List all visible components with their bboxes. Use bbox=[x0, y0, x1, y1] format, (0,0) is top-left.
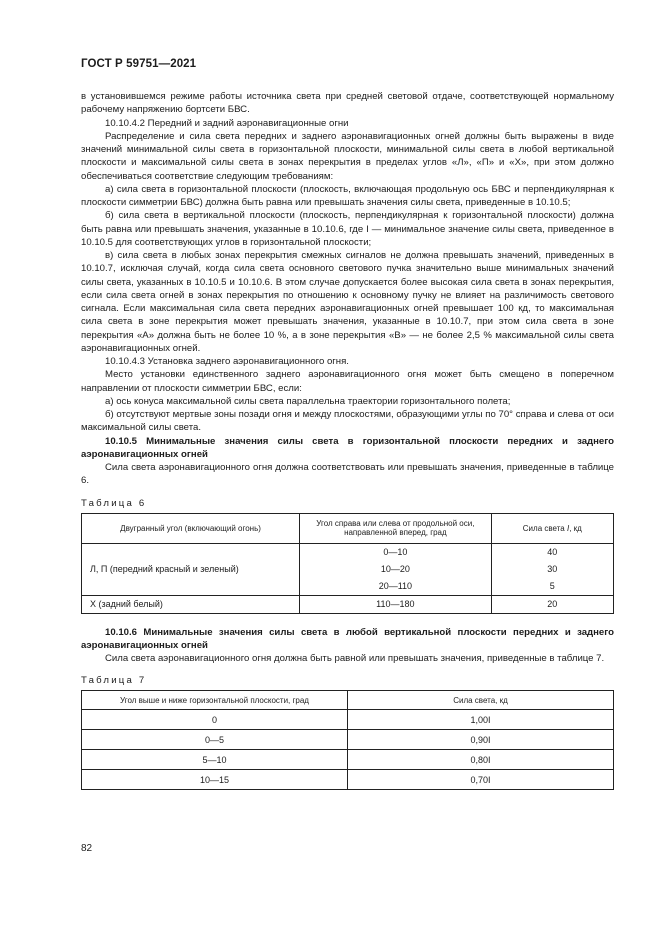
table-cell: 0—5 bbox=[82, 730, 348, 750]
paragraph: Сила света аэронавигационного огня должна быть равной или превышать значения, приведенные в таблице 7. bbox=[105, 653, 605, 664]
table-header-row bbox=[82, 513, 614, 543]
section-heading: 10.10.4.2 Передний и задний аэронавигационные огни bbox=[105, 117, 349, 129]
table-cell: 0—10 bbox=[300, 543, 492, 561]
table-row bbox=[82, 595, 614, 613]
table-row bbox=[82, 730, 614, 750]
table-cell: 20 bbox=[491, 595, 613, 613]
table-row bbox=[82, 543, 614, 561]
table-cell: 20—110 bbox=[300, 578, 492, 596]
table-header-cell: Сила света I, кд bbox=[491, 513, 613, 543]
section-heading: 10.10.4.3 Установка заднего аэронавигационного огня. bbox=[105, 356, 349, 367]
paragraph: Распределение и сила света передних и заднего аэронавигационных огней должны быть выражены в виде значений минимальной силы света в горизонтальной плоскости, минимальной силы света в любой вертикальной плоскости и максимальной силы света в зонах перекрытия в пределах углов «Л», «П» и «Х», при этом должно обеспечиваться соответствие следующим требованиям: bbox=[81, 130, 614, 182]
list-item: б) отсутствуют мертвые зоны позади огня и между плоскостями, образующими углы по 70° справа и слева от оси максимальной силы света. bbox=[81, 409, 614, 434]
table-header-cell: Угол выше и ниже горизонтальной плоскости, град bbox=[82, 691, 348, 710]
paragraph: в установившемся режиме работы источника света при средней световой отдаче, соответствующей нормальному рабочему напряжению бортсети БВС. bbox=[81, 91, 614, 116]
paragraph: Сила света аэронавигационного огня должна соответствовать или превышать значения, приведенные в таблице 6. bbox=[81, 462, 614, 487]
table-cell: 5—10 bbox=[82, 750, 348, 770]
table-cell: 10—20 bbox=[300, 561, 492, 578]
table-row bbox=[82, 770, 614, 790]
table-cell: 40 bbox=[491, 543, 613, 561]
standard-header: ГОСТ Р 59751—2021 bbox=[81, 58, 197, 70]
table-header-cell: Двугранный угол (включающий огонь) bbox=[82, 513, 300, 543]
table-caption: Таблица 6 bbox=[81, 497, 147, 509]
document-page bbox=[81, 58, 614, 790]
table-row bbox=[82, 710, 614, 730]
section-heading: 10.10.5 Минимальные значения силы света в горизонтальной плоскости передних и заднего аэронавигационных огней bbox=[81, 435, 614, 460]
table-cell: 5 bbox=[491, 578, 613, 596]
paragraph: Место установки единственного заднего аэронавигационного огня может быть смещено в поперечном направлении от плоскости симметрии БВС, если: bbox=[81, 369, 614, 394]
table-cell: 110—180 bbox=[300, 595, 492, 613]
list-item: а) ось конуса максимальной силы света параллельна траектории горизонтального полета; bbox=[105, 395, 511, 407]
list-item: в) сила света в любых зонах перекрытия смежных сигналов не должна превышать значений, приведенных в 10.10.7, исключая случай, когда сила света основного светового пучка значительно выше минимальных значений силы света, указанных в 10.10.5 и 10.10.6. В этом случае допускается более высокая сила света в зонах перекрытия, если сила света огней в зонах перекрытия по отношению к основному пучку не влияет на различимость светового сигнала. Если максимальная сила света передних аэронавигационных огней превышает 100 кд, то максимальная сила света в зоне перекрытия может превышать значения, указанные в 10.10.7, при этом сила света в зоне перекрытия «А» должна быть не более 10 %, а в зоне перекрытия «В» — не более 2,5 % максимальной силы света аэронавигационных огней. bbox=[81, 250, 614, 354]
page-number: 82 bbox=[81, 843, 93, 854]
table-cell: 0,70I bbox=[348, 770, 614, 790]
list-item: а) сила света в горизонтальной плоскости (плоскость, включающая продольную ось БВС и перпендикулярная к плоскости симметрии БВС) должна быть равна или превышать значения силы света, приведенные в 10.10.5; bbox=[81, 183, 614, 208]
table-6 bbox=[81, 513, 614, 614]
section-heading: 10.10.6 Минимальные значения силы света в любой вертикальной плоскости передних и заднего аэронавигационных огней bbox=[81, 626, 614, 651]
table-cell: 0,90I bbox=[348, 730, 614, 750]
table-header-cell: Угол справа или слева от продольной оси, направленной вперед, град bbox=[300, 513, 492, 543]
table-header-row bbox=[82, 691, 614, 710]
table-7 bbox=[81, 690, 614, 790]
table-cell: Л, П (передний красный и зеленый) bbox=[82, 543, 300, 595]
table-cell: 0,80I bbox=[348, 750, 614, 770]
table-header-cell: Сила света, кд bbox=[348, 691, 614, 710]
table-cell: 30 bbox=[491, 561, 613, 578]
list-item: б) сила света в вертикальной плоскости (плоскость, перпендикулярная к горизонтальной плоскости) должна быть равна или превышать значения, указанные в 10.10.6, где I — минимальное значение силы света, приведенное в 10.10.5 для соответствующих углов в горизонтальной плоскости; bbox=[81, 210, 614, 248]
table-row bbox=[82, 750, 614, 770]
table-cell: 0 bbox=[82, 710, 348, 730]
table-cell: 10—15 bbox=[82, 770, 348, 790]
table-caption: Таблица 7 bbox=[81, 675, 147, 687]
table-cell: 1,00I bbox=[348, 710, 614, 730]
table-cell: Х (задний белый) bbox=[82, 595, 300, 613]
